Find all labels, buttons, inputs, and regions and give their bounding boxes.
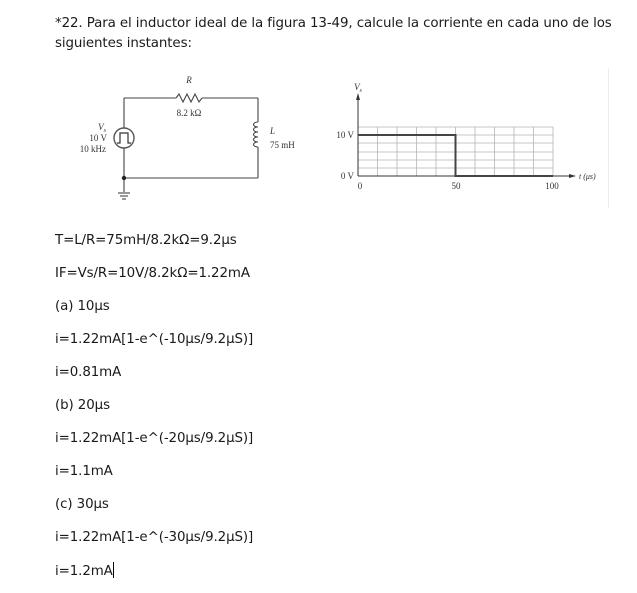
- text-cursor: [113, 562, 114, 578]
- figure-13-49: [55, 68, 609, 208]
- pulse-source-icon: [114, 128, 134, 148]
- part-b-result: i=1.1mA: [55, 464, 113, 479]
- part-b-formula: i=1.22mA[1-e^(-20μs/9.2μS)]: [55, 431, 254, 446]
- waveform-chart: [356, 93, 576, 178]
- final-current-line: IF=Vs/R=10V/8.2kΩ=1.22mA: [55, 266, 250, 281]
- ground-icon: [118, 193, 130, 199]
- x-tick-0: 0: [357, 181, 363, 191]
- figure-edge: [608, 68, 609, 208]
- inductor-label: L: [270, 126, 276, 136]
- part-c-formula: i=1.22mA[1-e^(-30μs/9.2μS)]: [55, 530, 254, 545]
- y-axis-arrow-icon: [356, 93, 360, 100]
- part-a-formula: i=1.22mA[1-e^(-10μs/9.2μS)]: [55, 332, 254, 347]
- inductor-value: 75 mH: [270, 140, 295, 150]
- y-tick-10v: 10 V: [336, 130, 354, 140]
- x-axis-arrow-icon: [569, 174, 576, 178]
- resistor-label: R: [186, 75, 192, 85]
- source-voltage: 10 V: [89, 133, 107, 143]
- time-constant-line: T=L/R=75mH/8.2kΩ=9.2μs: [55, 233, 237, 248]
- x-tick-50: 50: [451, 181, 461, 191]
- resistor-value: 8.2 kΩ: [176, 108, 202, 118]
- part-c-result: i=1.2mA: [55, 564, 113, 579]
- resistor-icon: [176, 94, 202, 102]
- y-axis-label: $V_s$: [354, 82, 362, 94]
- part-c-result-editable[interactable]: [55, 562, 114, 581]
- part-b-label: (b) 20μs: [55, 398, 110, 413]
- x-tick-100: 100: [545, 181, 559, 191]
- source-frequency: 10 kHz: [79, 144, 106, 154]
- y-tick-0v: 0 V: [340, 171, 354, 181]
- x-axis-label: t (μs): [579, 172, 596, 181]
- question-text: *22. Para el inductor ideal de la figura 13-49, calcule la corriente en cada uno de los siguientes instantes:: [55, 16, 612, 51]
- part-a-result: i=0.81mA: [55, 365, 122, 380]
- part-c-label: (c) 30μs: [55, 497, 109, 512]
- part-a-label: (a) 10μs: [55, 299, 110, 314]
- pulse-trace: [358, 135, 553, 176]
- inductor-icon: [254, 122, 259, 147]
- source-label: $V_s$: [98, 122, 106, 134]
